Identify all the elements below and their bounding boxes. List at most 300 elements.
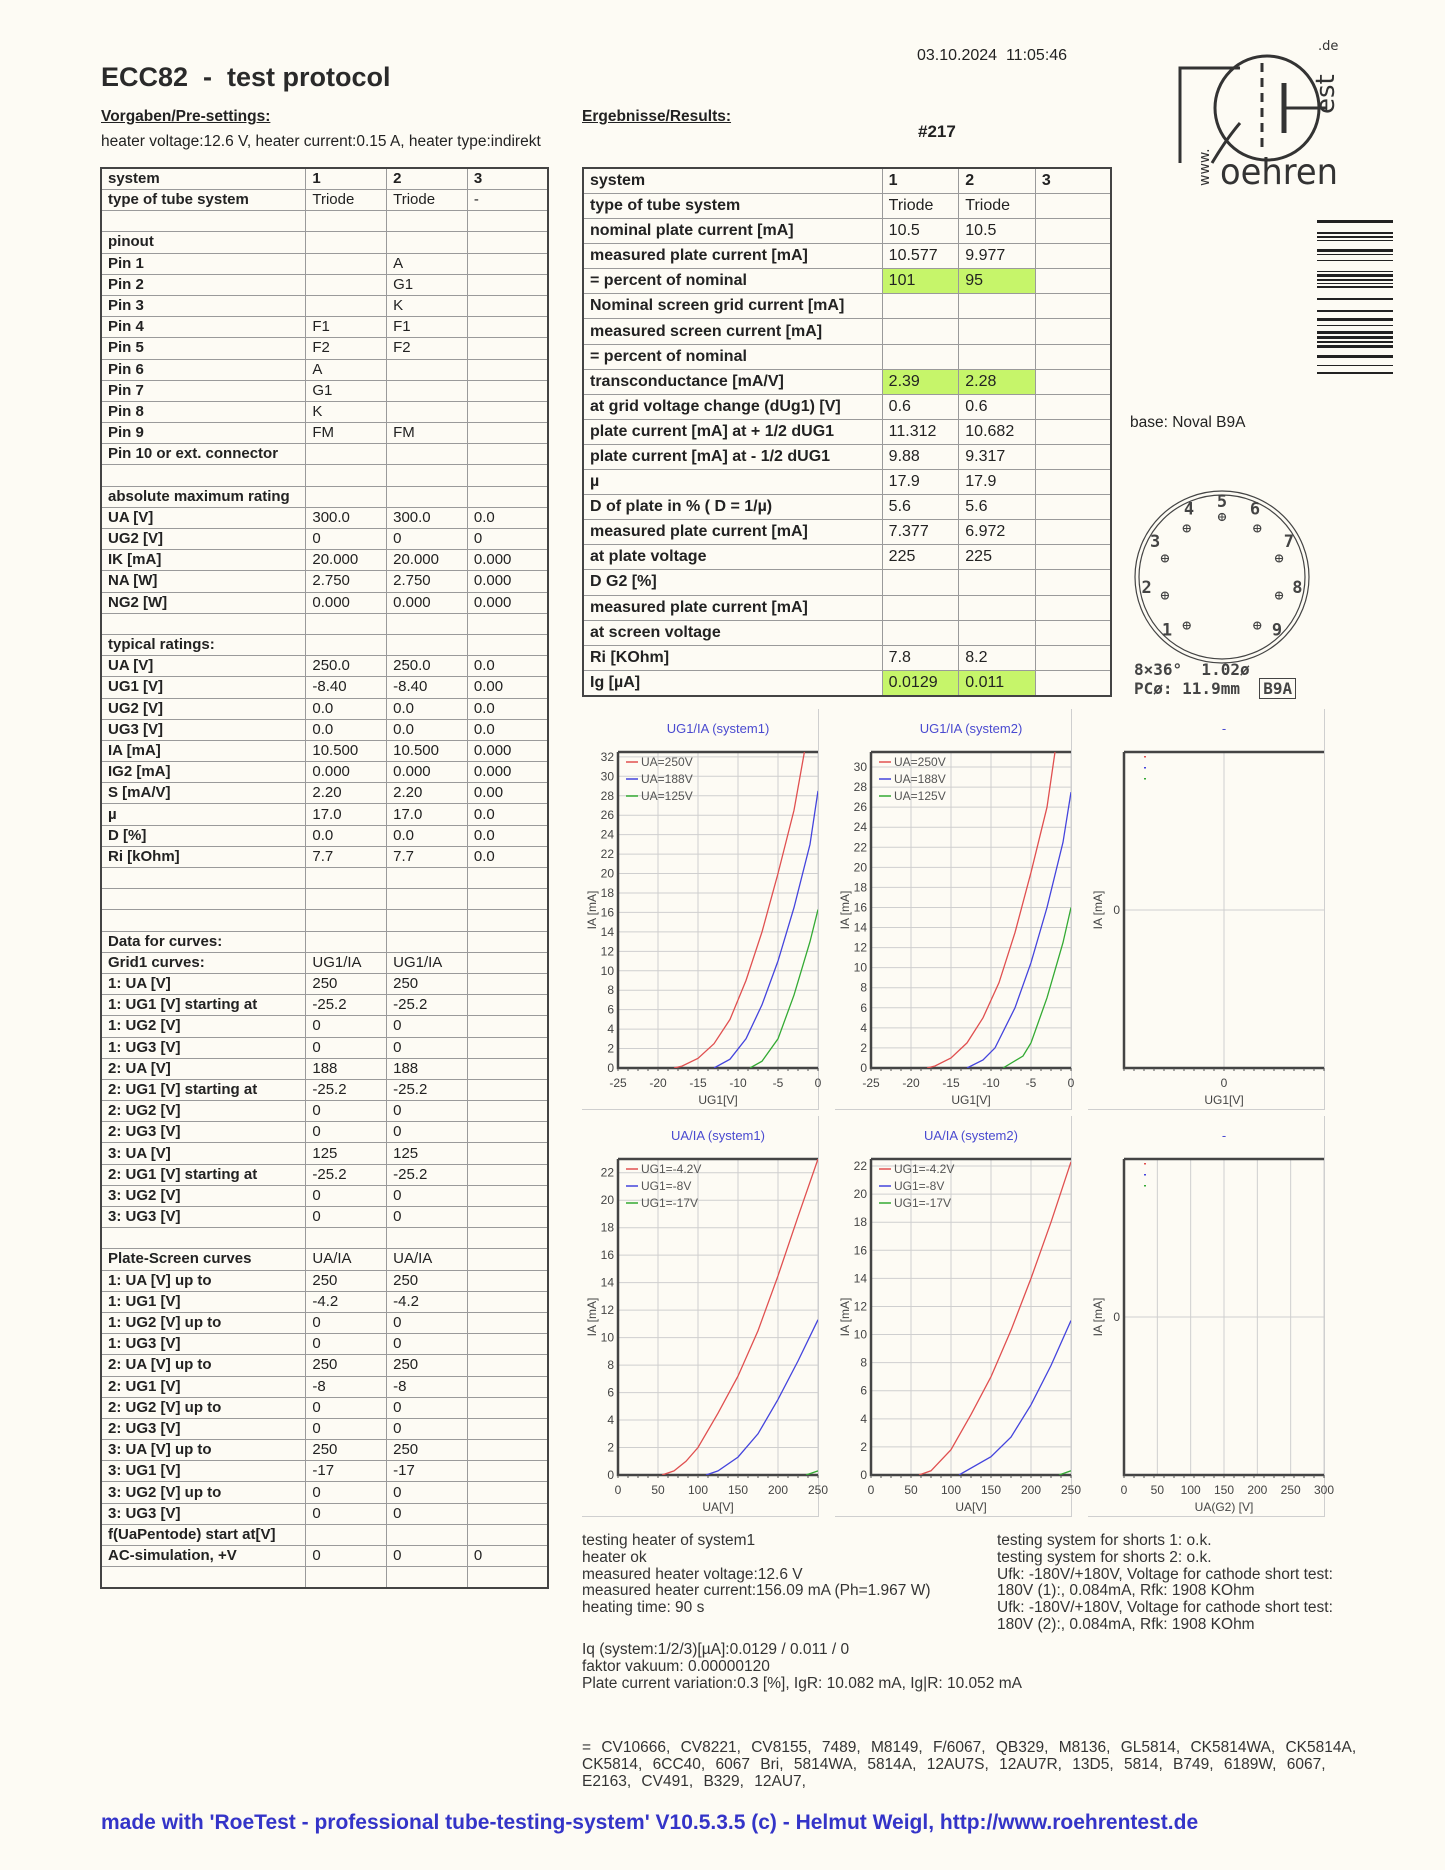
cell-system-1 — [306, 634, 387, 655]
cell-system-3 — [467, 1143, 548, 1164]
report-line: measured heater voltage:12.6 V — [582, 1565, 803, 1583]
cell-system-2: 2 — [959, 168, 1036, 194]
barcode-bar — [1317, 298, 1393, 300]
summary-report — [582, 1642, 1022, 1692]
cell-system-2: 250 — [387, 1270, 468, 1291]
cell-system-2 — [387, 931, 468, 952]
cell-system-3 — [467, 486, 548, 507]
y-axis-label: IA [mA] — [585, 1297, 599, 1337]
table-row — [101, 1334, 548, 1355]
pin-number: 3 — [1149, 531, 1161, 552]
cell-system-2: 125 — [387, 1143, 468, 1164]
table-row — [101, 295, 548, 316]
y-tick-label: 12 — [600, 1303, 614, 1318]
presettings-heading: Vorgaben/Pre-settings: — [101, 108, 271, 125]
row-label: absolute maximum rating — [101, 486, 306, 507]
x-tick-label: 250 — [1060, 1483, 1082, 1497]
row-label: Pin 8 — [101, 401, 306, 422]
row-label: 1: UG3 [V] — [101, 1037, 306, 1058]
cell-system-2: 5.6 — [959, 495, 1036, 520]
cell-system-3 — [1035, 520, 1111, 545]
report-line: Plate current variation:0.3 [%], IgR: 10.082 mA, Ig|R: 10.052 mA — [582, 1674, 1022, 1692]
cell-system-3 — [1035, 645, 1111, 670]
row-label — [101, 889, 306, 910]
cell-system-3 — [467, 444, 548, 465]
row-label: measured plate current [mA] — [583, 244, 882, 269]
y-tick-label: 20 — [600, 1193, 614, 1208]
cell-system-2 — [959, 595, 1036, 620]
results-heading: Ergebnisse/Results: — [582, 108, 732, 125]
cell-system-1: 250.0 — [306, 656, 387, 677]
row-label: Grid1 curves: — [101, 952, 306, 973]
cell-system-2: 0.000 — [387, 592, 468, 613]
cell-system-3 — [467, 1376, 548, 1397]
legend-dot — [1144, 1163, 1146, 1165]
row-label: 2: UA [V] — [101, 1058, 306, 1079]
x-tick-label: 200 — [1020, 1483, 1042, 1497]
table-row — [101, 1503, 548, 1524]
y-tick-label: 8 — [860, 980, 867, 995]
y-tick-label: 20 — [853, 1187, 867, 1202]
y-tick-label: 32 — [600, 749, 614, 764]
base-spec-line1: 8×36° 1.02ø — [1134, 660, 1250, 679]
table-row — [101, 401, 548, 422]
y-tick-label: 30 — [853, 760, 867, 775]
cell-system-2: 0 — [387, 1503, 468, 1524]
legend-entry: UG1=-17V — [894, 1196, 952, 1210]
cell-system-1: 2.39 — [882, 369, 959, 394]
cell-system-3 — [467, 1291, 548, 1312]
report-line: measured heater current:156.09 mA (Ph=1.967 W) — [582, 1582, 931, 1600]
row-label: = percent of nominal — [583, 269, 882, 294]
cell-system-3 — [1035, 319, 1111, 344]
cell-system-3: 0.0 — [467, 825, 548, 846]
table-row — [101, 952, 548, 973]
cell-system-2 — [387, 889, 468, 910]
cell-system-1: 10.577 — [882, 244, 959, 269]
chart-title: UG1/IA (system1) — [666, 721, 770, 736]
cell-system-1: 0 — [306, 1546, 387, 1567]
legend-dot — [1144, 767, 1146, 769]
cell-system-3 — [467, 274, 548, 295]
row-label — [101, 211, 306, 232]
pin-number: 6 — [1249, 499, 1261, 520]
cell-system-1 — [882, 595, 959, 620]
table-row — [101, 740, 548, 761]
table-row — [101, 317, 548, 338]
y-tick-label: 10 — [600, 1330, 614, 1345]
barcode-bar — [1317, 232, 1393, 234]
cell-system-2: 0.011 — [959, 670, 1036, 696]
cell-system-2: 250 — [387, 1355, 468, 1376]
cell-system-1: 0.6 — [882, 394, 959, 419]
table-row — [101, 1546, 548, 1567]
cell-system-2: 0.000 — [387, 762, 468, 783]
cell-system-3: 0.000 — [467, 571, 548, 592]
cell-system-1: 0.0 — [306, 825, 387, 846]
cell-system-1 — [306, 910, 387, 931]
cell-system-2: 10.5 — [959, 219, 1036, 244]
report-line: Ufk: -180V/+180V, Voltage for cathode short test: — [997, 1565, 1333, 1583]
cell-system-1: 250 — [306, 973, 387, 994]
row-label: 3: UA [V] up to — [101, 1440, 306, 1461]
cell-system-2: 2.20 — [387, 783, 468, 804]
row-label: UG2 [V] — [101, 698, 306, 719]
legend-dot — [1144, 1185, 1146, 1187]
presettings-table — [100, 167, 549, 1589]
cell-system-3: - — [467, 190, 548, 211]
cell-system-2: F2 — [387, 338, 468, 359]
row-label: UA [V] — [101, 656, 306, 677]
report-line: Iq (system:1/2/3)[µA]:0.0129 / 0.011 / 0 — [582, 1641, 850, 1658]
cell-system-3 — [467, 1122, 548, 1143]
table-row — [101, 1079, 548, 1100]
cell-system-3: 0.0 — [467, 698, 548, 719]
cell-system-1 — [306, 889, 387, 910]
x-tick-label: 0 — [1120, 1483, 1128, 1497]
report-line: faktor vakuum: 0.00000120 — [582, 1657, 770, 1675]
barcode-bar — [1317, 365, 1393, 366]
barcode-bar — [1317, 345, 1393, 348]
table-row — [101, 677, 548, 698]
table-row — [101, 910, 548, 931]
cell-system-1: 2.20 — [306, 783, 387, 804]
y-tick-label: 20 — [853, 860, 867, 875]
cell-system-3: 0.0 — [467, 846, 548, 867]
cell-system-3 — [467, 1079, 548, 1100]
cell-system-2 — [387, 486, 468, 507]
cell-system-3 — [1035, 294, 1111, 319]
row-label: Pin 2 — [101, 274, 306, 295]
row-label: type of tube system — [583, 194, 882, 219]
cell-system-2: 0.0 — [387, 719, 468, 740]
cell-system-2 — [387, 232, 468, 253]
cell-system-3 — [1035, 269, 1111, 294]
row-label: S [mA/V] — [101, 783, 306, 804]
series-line — [750, 910, 818, 1069]
legend-dot — [1144, 1174, 1146, 1176]
cell-system-3 — [1035, 194, 1111, 219]
x-tick-label: -25 — [862, 1076, 880, 1090]
cell-system-2: -4.2 — [387, 1291, 468, 1312]
row-label — [101, 910, 306, 931]
barcode-bar — [1317, 220, 1393, 223]
table-row — [583, 595, 1111, 620]
cell-system-2: UG1/IA — [387, 952, 468, 973]
cell-system-3 — [1035, 369, 1111, 394]
cell-system-1 — [306, 613, 387, 634]
cell-system-3 — [467, 1164, 548, 1185]
row-label: 1: UA [V] — [101, 973, 306, 994]
cell-system-1: 1 — [306, 168, 387, 190]
cell-system-3 — [467, 973, 548, 994]
table-row — [583, 319, 1111, 344]
cell-system-1: 10.5 — [882, 219, 959, 244]
cell-system-3 — [1035, 670, 1111, 696]
cell-system-3 — [467, 211, 548, 232]
table-row — [583, 620, 1111, 645]
cell-system-3 — [467, 931, 548, 952]
y-tick-label: 6 — [607, 1385, 614, 1400]
y-tick-label: 8 — [607, 983, 614, 998]
cell-system-3 — [467, 868, 548, 889]
y-tick-label: 0 — [607, 1468, 614, 1482]
row-label: Ig [µA] — [583, 670, 882, 696]
cell-system-3 — [467, 1503, 548, 1524]
cell-system-2: 0 — [387, 1122, 468, 1143]
svg-text:est: est — [1311, 74, 1341, 114]
cell-system-2 — [387, 868, 468, 889]
table-row — [101, 253, 548, 274]
cell-system-1: 20.000 — [306, 550, 387, 571]
cell-system-1 — [306, 232, 387, 253]
cell-system-2: 95 — [959, 269, 1036, 294]
chart-ug1-ia-system1 — [582, 709, 822, 1110]
cell-system-1: 225 — [882, 545, 959, 570]
row-label: D of plate in % ( D = 1/µ) — [583, 495, 882, 520]
row-label: Pin 5 — [101, 338, 306, 359]
x-tick-label: 0 — [614, 1483, 622, 1497]
y-tick-label: 0 — [860, 1061, 867, 1075]
table-row — [583, 168, 1111, 194]
row-label: IA [mA] — [101, 740, 306, 761]
y-tick-label: 2 — [860, 1439, 867, 1454]
y-tick-label: 16 — [600, 905, 614, 920]
table-row — [583, 244, 1111, 269]
row-label: 1: UG2 [V] up to — [101, 1312, 306, 1333]
table-row — [583, 570, 1111, 595]
cell-system-2: 300.0 — [387, 507, 468, 528]
cell-system-2 — [959, 319, 1036, 344]
legend-entry: UG1=-8V — [641, 1179, 692, 1193]
cell-system-2 — [387, 359, 468, 380]
table-row — [101, 338, 548, 359]
cell-system-1: 125 — [306, 1143, 387, 1164]
legend-entry: UA=250V — [641, 755, 693, 769]
y-tick-label: 30 — [600, 769, 614, 784]
x-tick-label: 50 — [904, 1483, 918, 1497]
y-tick-label: 18 — [600, 885, 614, 900]
pin-number: 7 — [1283, 531, 1295, 552]
cell-system-2: Triode — [387, 190, 468, 211]
y-tick-label: 10 — [853, 1327, 867, 1342]
y-axis-label: IA [mA] — [1091, 1297, 1105, 1337]
pin-2 — [1142, 578, 1169, 599]
row-label: transconductance [mA/V] — [583, 369, 882, 394]
svg-text:oehren: oehren — [1220, 152, 1338, 193]
cell-system-2 — [959, 294, 1036, 319]
row-label — [101, 1567, 306, 1588]
row-label: Pin 3 — [101, 295, 306, 316]
row-label — [101, 868, 306, 889]
y-tick-label: 2 — [607, 1440, 614, 1455]
x-tick-label: 0 — [867, 1483, 875, 1497]
row-label: 3: UG3 [V] — [101, 1207, 306, 1228]
cell-system-1: 0 — [306, 1482, 387, 1503]
chart-ua-ia-system2 — [835, 1116, 1082, 1517]
barcode-bar — [1317, 260, 1393, 261]
y-tick-label: 6 — [860, 1000, 867, 1015]
base-spec-line2: PCø: 11.9mm — [1134, 679, 1240, 698]
pin-3 — [1150, 532, 1168, 562]
cell-system-2: 0.0 — [387, 825, 468, 846]
cell-system-2: -25.2 — [387, 1164, 468, 1185]
x-tick-label: 100 — [1180, 1483, 1201, 1497]
table-row — [101, 274, 548, 295]
table-row — [101, 1270, 548, 1291]
cell-system-2 — [387, 613, 468, 634]
pin-number: 2 — [1141, 578, 1152, 599]
cell-system-3: 0.00 — [467, 783, 548, 804]
cell-system-3: 0.00 — [467, 677, 548, 698]
cell-system-3: 0.000 — [467, 740, 548, 761]
base-specs — [1134, 660, 1296, 698]
cell-system-1 — [306, 868, 387, 889]
cell-system-2: 0 — [387, 1334, 468, 1355]
x-axis-label: UG1[V] — [951, 1093, 991, 1107]
cell-system-2: 17.9 — [959, 470, 1036, 495]
table-row — [101, 1567, 548, 1588]
row-label: IK [mA] — [101, 550, 306, 571]
pin-number: 4 — [1183, 499, 1195, 520]
pin-8 — [1276, 578, 1303, 599]
row-label: type of tube system — [101, 190, 306, 211]
cell-system-3: 0 — [467, 1546, 548, 1567]
cell-system-3 — [467, 1524, 548, 1545]
pin-number: 5 — [1216, 492, 1228, 512]
row-label: 2: UG2 [V] up to — [101, 1397, 306, 1418]
table-row — [101, 486, 548, 507]
table-row — [101, 1207, 548, 1228]
cell-system-3 — [467, 1207, 548, 1228]
cell-system-1: 5.6 — [882, 495, 959, 520]
table-row — [583, 219, 1111, 244]
cell-system-1 — [306, 444, 387, 465]
y-tick-label: 14 — [600, 924, 614, 939]
cell-system-2: 0 — [387, 1207, 468, 1228]
cell-system-2: -8.40 — [387, 677, 468, 698]
cell-system-3 — [467, 1249, 548, 1270]
x-tick-label: 150 — [980, 1483, 1002, 1497]
y-tick-label: 4 — [860, 1020, 867, 1035]
row-label: IG2 [mA] — [101, 762, 306, 783]
cell-system-3: 0.000 — [467, 592, 548, 613]
table-row — [101, 380, 548, 401]
row-label: 1: UG3 [V] — [101, 1334, 306, 1355]
pin-number: 9 — [1271, 620, 1283, 641]
cell-system-3 — [467, 1355, 548, 1376]
row-label: UA [V] — [101, 507, 306, 528]
y-tick-label: 16 — [853, 1243, 867, 1258]
row-label: = percent of nominal — [583, 344, 882, 369]
table-row — [101, 613, 548, 634]
cell-system-1: 188 — [306, 1058, 387, 1079]
pin-5 — [1217, 492, 1227, 521]
x-tick-label: -15 — [942, 1076, 960, 1090]
cell-system-1 — [882, 620, 959, 645]
row-label: Pin 4 — [101, 317, 306, 338]
cell-system-2 — [387, 1567, 468, 1588]
x-tick-label: -10 — [982, 1076, 1000, 1090]
table-row — [101, 868, 548, 889]
legend-entry: UA=188V — [894, 772, 946, 786]
row-label: µ — [101, 804, 306, 825]
barcode-bar — [1317, 279, 1393, 281]
row-label: 3: UA [V] — [101, 1143, 306, 1164]
x-tick-label: -25 — [609, 1076, 627, 1090]
cell-system-2: G1 — [387, 274, 468, 295]
table-row — [101, 571, 548, 592]
x-tick-label: 150 — [1213, 1483, 1235, 1497]
chart-title: - — [1221, 721, 1227, 736]
barcode-bar — [1317, 325, 1393, 326]
table-row — [101, 1143, 548, 1164]
cell-system-1: 17.0 — [306, 804, 387, 825]
cell-system-1 — [306, 274, 387, 295]
cell-system-3 — [467, 1185, 548, 1206]
cell-system-3: 0.000 — [467, 550, 548, 571]
cell-system-3 — [467, 995, 548, 1016]
table-row — [101, 168, 548, 190]
cell-system-1 — [306, 253, 387, 274]
table-row — [101, 1249, 548, 1270]
row-label: 1: UG1 [V] starting at — [101, 995, 306, 1016]
cell-system-2: -25.2 — [387, 995, 468, 1016]
cell-system-3 — [467, 1482, 548, 1503]
y-axis-label: IA [mA] — [585, 890, 599, 930]
table-row — [101, 592, 548, 613]
cell-system-3 — [467, 401, 548, 422]
x-tick-label: 100 — [940, 1483, 962, 1497]
table-row — [101, 190, 548, 211]
table-row — [101, 465, 548, 486]
cell-system-2: 188 — [387, 1058, 468, 1079]
table-row — [583, 444, 1111, 469]
cell-system-3 — [467, 1228, 548, 1249]
pinout-diagram — [1130, 487, 1315, 669]
row-label: 2: UG1 [V] starting at — [101, 1079, 306, 1100]
cell-system-2: 10.500 — [387, 740, 468, 761]
pin-4 — [1183, 500, 1194, 532]
pin-number: 8 — [1292, 578, 1303, 599]
y-tick-label: 4 — [860, 1411, 867, 1426]
pin-6 — [1250, 500, 1261, 532]
y-tick-label: 12 — [853, 1299, 867, 1314]
y-tick-label: 8 — [860, 1355, 867, 1370]
row-label: UG3 [V] — [101, 719, 306, 740]
chart-title: UA/IA (system2) — [924, 1128, 1018, 1143]
cell-system-2: 0 — [387, 1418, 468, 1439]
table-row — [101, 1037, 548, 1058]
report-line: testing system for shorts 1: o.k. — [997, 1532, 1212, 1549]
cell-system-3 — [467, 1440, 548, 1461]
cell-system-1: 0 — [306, 1037, 387, 1058]
cell-system-3 — [467, 1312, 548, 1333]
table-row — [101, 804, 548, 825]
row-label: 3: UG3 [V] — [101, 1503, 306, 1524]
y-tick-label: 22 — [600, 1165, 614, 1180]
row-label: 2: UG2 [V] — [101, 1101, 306, 1122]
cell-system-2: 0 — [387, 529, 468, 550]
cell-system-2: 8.2 — [959, 645, 1036, 670]
y-tick-label: 22 — [853, 1159, 867, 1174]
legend-entry: UA=125V — [894, 789, 946, 803]
cell-system-3 — [467, 1270, 548, 1291]
cell-system-1 — [306, 486, 387, 507]
row-label: 2: UG3 [V] — [101, 1418, 306, 1439]
row-label — [101, 465, 306, 486]
x-tick-label: -5 — [1025, 1076, 1037, 1090]
